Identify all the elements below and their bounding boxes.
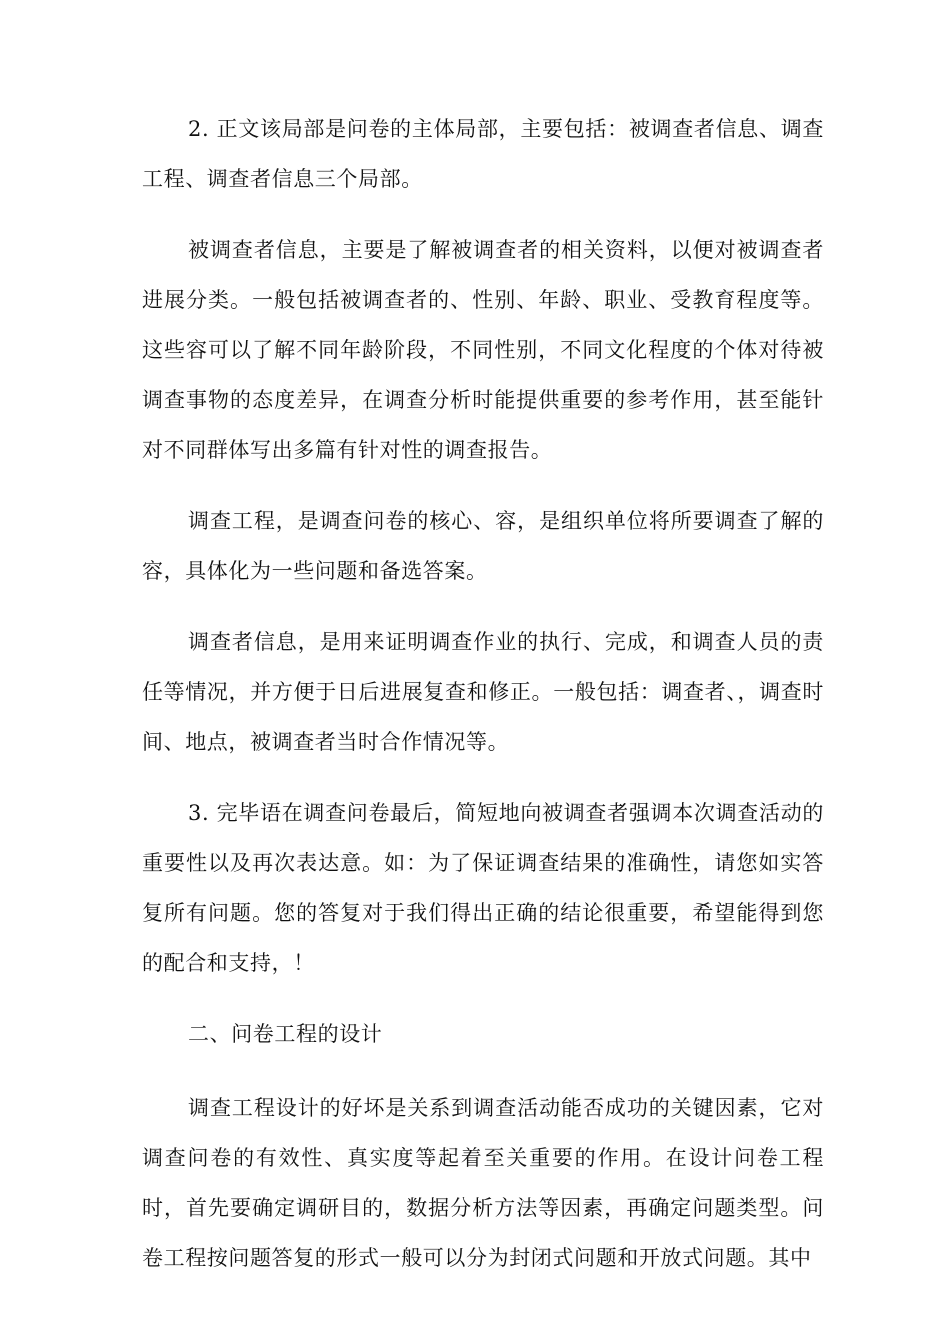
section-heading-questionnaire-design: 二、问卷工程的设计	[188, 1022, 383, 1046]
document-body	[142, 104, 824, 1304]
paragraph-item-design: 调查工程设计的好坏是关系到调查活动能否成功的关键因素，它对调查问卷的有效性、真实度等起着至关重要的作用。在设计问卷工程时，首先要确定调研目的，数据分析方法等因素，再确定问题类型。问卷工程按问题答复的形式一般可以分为封闭式问题和开放式问题。其中	[142, 1096, 824, 1270]
paragraph-respondent-info: 被调查者信息，主要是了解被调查者的相关资料，以便对被调查者进展分类。一般包括被调查者的、性别、年龄、职业、受教育程度等。这些容可以了解不同年龄阶段，不同性别，不同文化程度的个体对待被调查事物的态度差异，在调查分析时能提供重要的参考作用，甚至能针对不同群体写出多篇有针对性的调查报告。	[142, 238, 824, 462]
paragraph-investigator-info: 调查者信息，是用来证明调查作业的执行、完成，和调查人员的责任等情况，并方便于日后进展复查和修正。一般包括：调查者、，调查时间、地点，被调查者当时合作情况等。	[142, 630, 824, 754]
paragraph-survey-items: 调查工程，是调查问卷的核心、容，是组织单位将所要调查了解的容，具体化为一些问题和备选答案。	[142, 509, 824, 583]
paragraph-closing-remarks: 3. 完毕语在调查问卷最后，简短地向被调查者强调本次调查活动的重要性以及再次表达意。如：为了保证调查结果的准确性，请您如实答复所有问题。您的答复对于我们得出正确的结论很重要，希望能得到您的配合和支持，！	[142, 801, 824, 975]
paragraph-main-body-section: 2. 正文该局部是问卷的主体局部，主要包括：被调查者信息、调查工程、调查者信息三个局部。	[142, 117, 824, 191]
